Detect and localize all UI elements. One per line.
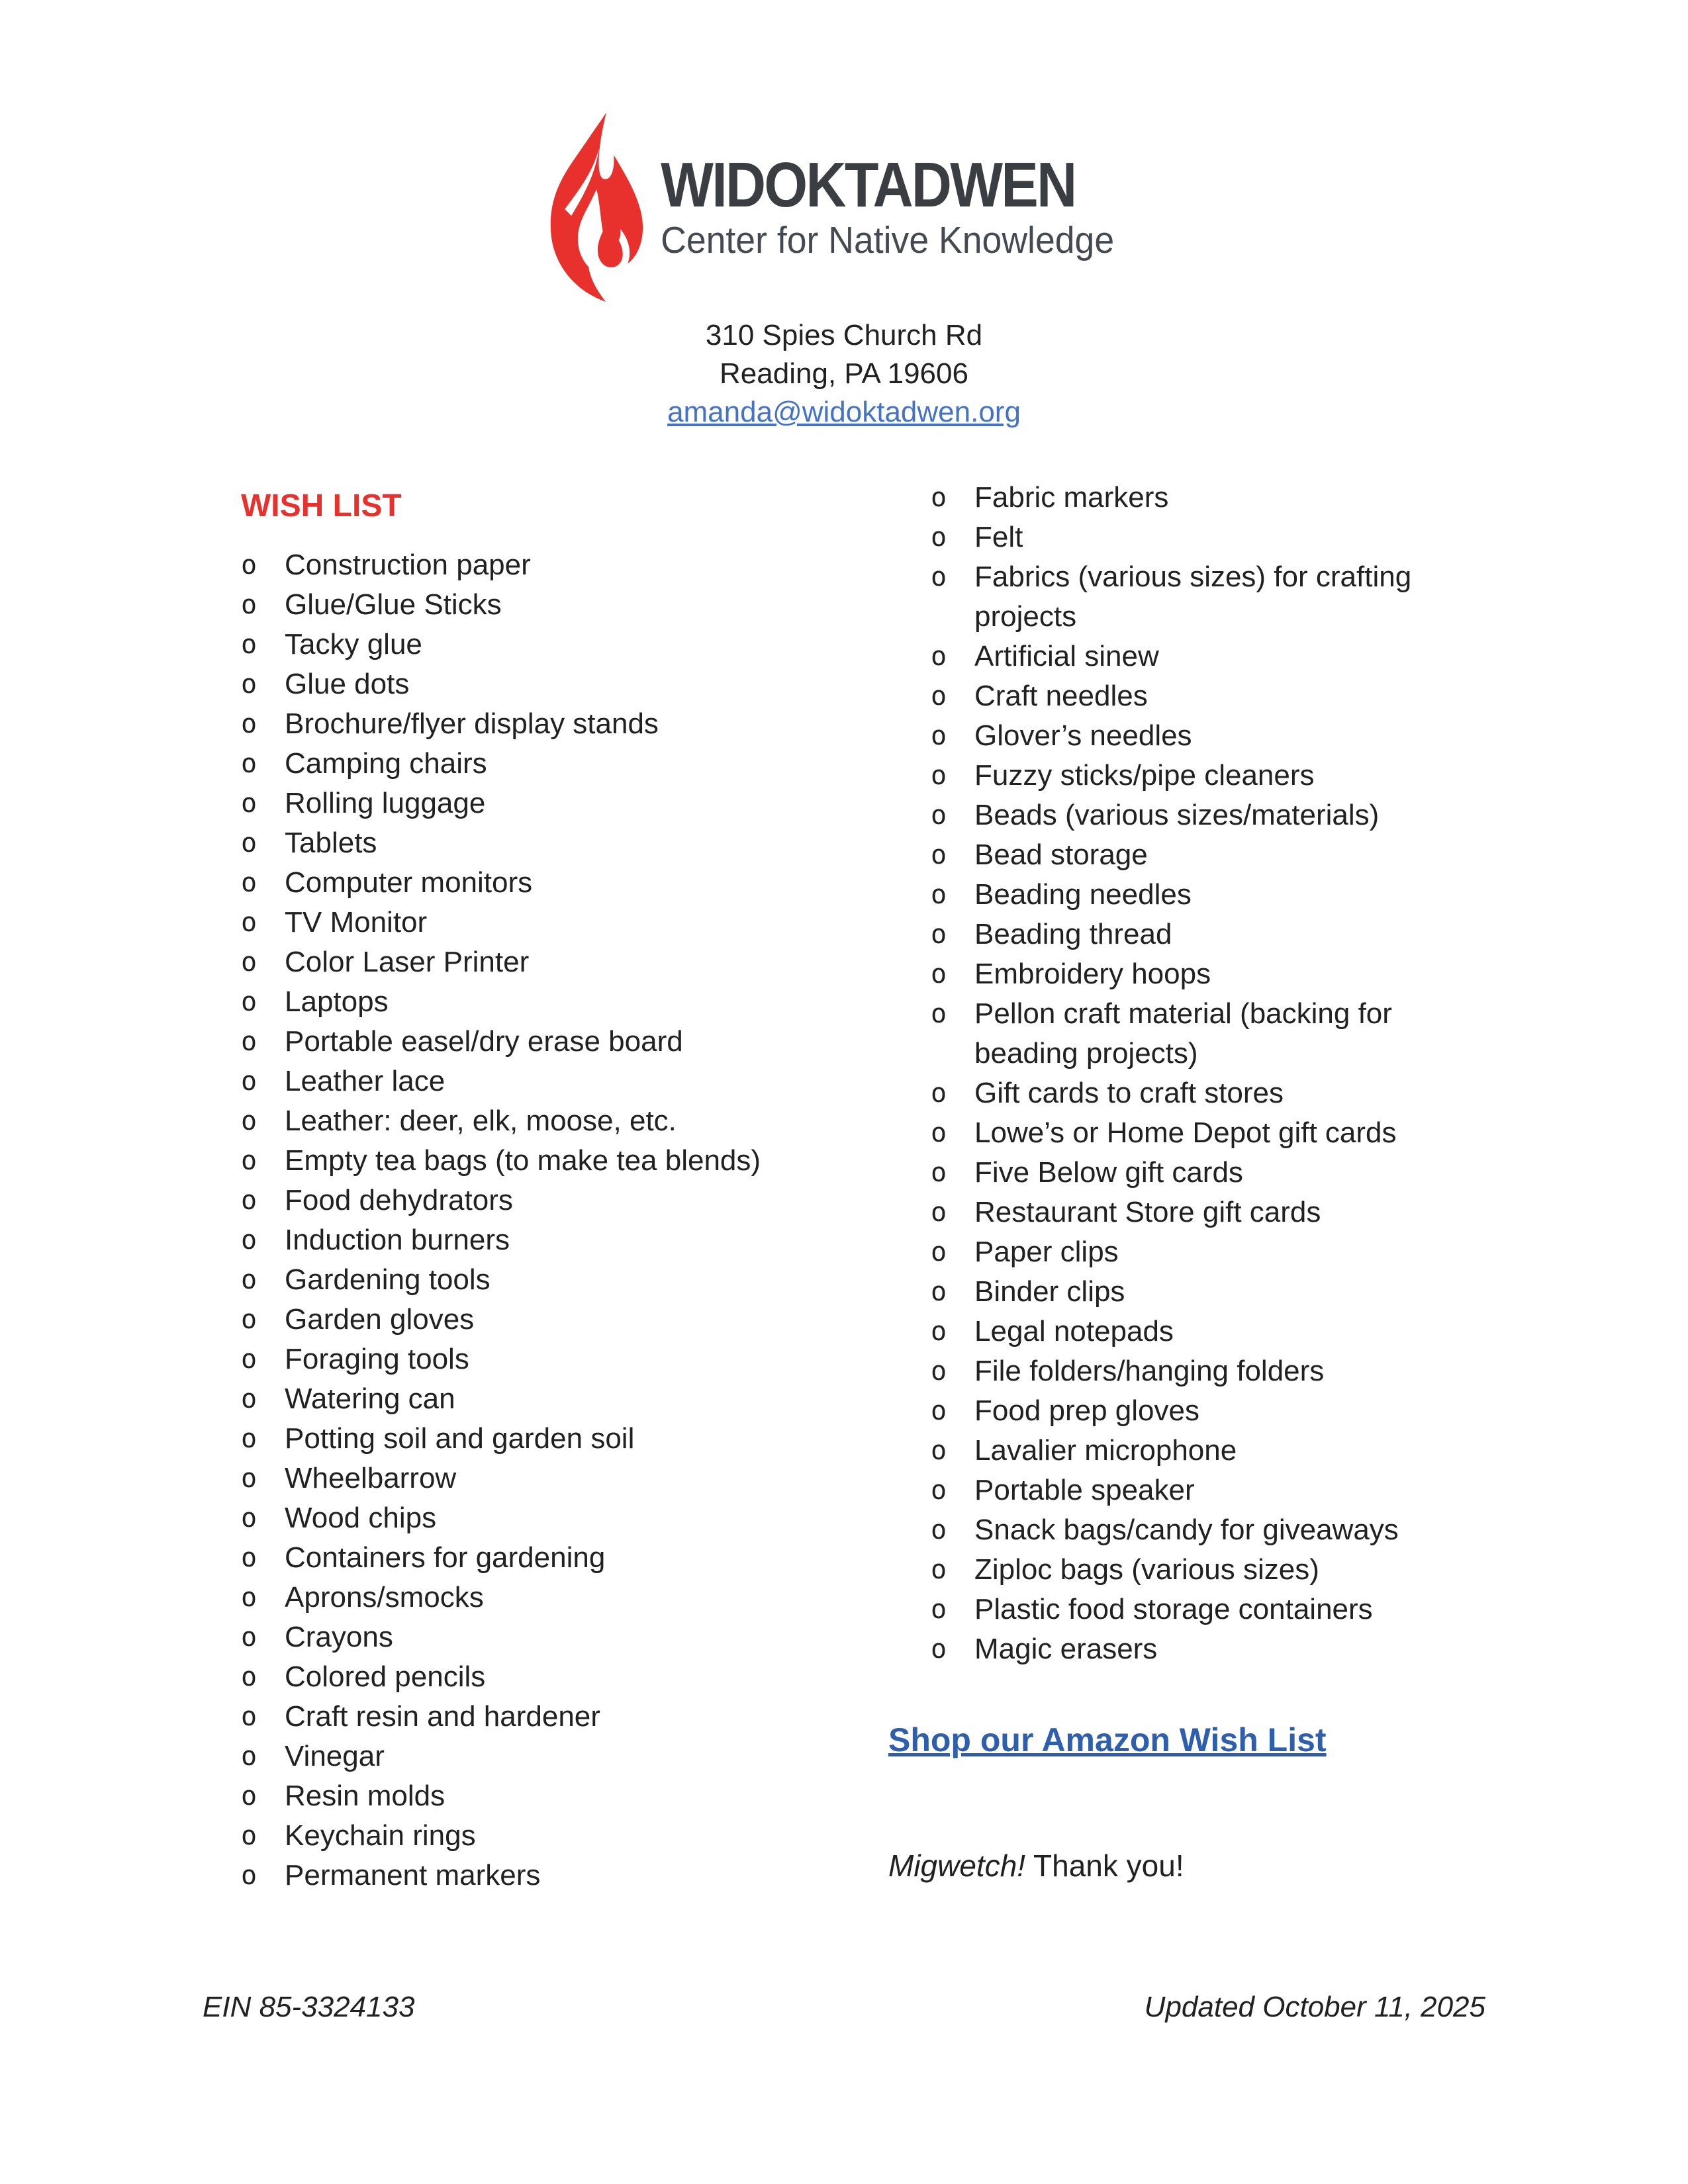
list-item xyxy=(931,875,1500,915)
wish-list-column-right xyxy=(931,478,1500,1669)
org-name: WIDOKTADWEN xyxy=(661,149,1076,220)
list-item-label: Leather: deer, elk, moose, etc. xyxy=(285,1105,677,1137)
bullet-marker: o xyxy=(241,1702,258,1732)
bullet-marker: o xyxy=(931,800,947,831)
list-item xyxy=(241,1101,771,1141)
list-item xyxy=(241,1340,771,1379)
list-item-label: Permanent markers xyxy=(285,1859,541,1891)
bullet-marker: o xyxy=(931,562,947,592)
bullet-marker: o xyxy=(241,1146,258,1176)
bullet-marker: o xyxy=(241,1225,258,1255)
bullet-marker: o xyxy=(931,1634,947,1664)
bullet-marker: o xyxy=(931,999,947,1029)
list-item xyxy=(931,1590,1500,1629)
list-item-label: File folders/hanging folders xyxy=(974,1355,1325,1387)
list-item-label: Paper clips xyxy=(974,1236,1119,1268)
list-item-label: Vinegar xyxy=(285,1740,385,1772)
closing-thanks: Thank you! xyxy=(1025,1848,1184,1883)
list-item xyxy=(241,1459,771,1498)
list-item xyxy=(241,1578,771,1617)
list-item xyxy=(241,823,771,863)
bullet-marker: o xyxy=(241,1066,258,1097)
list-item-label: Keychain rings xyxy=(285,1819,476,1852)
list-item xyxy=(241,704,771,744)
list-item xyxy=(931,1232,1500,1272)
bullet-marker: o xyxy=(241,1821,258,1851)
bullet-marker: o xyxy=(931,1435,947,1466)
list-item-label: Induction burners xyxy=(285,1224,510,1256)
list-item-label: Watering can xyxy=(285,1383,455,1415)
bullet-marker: o xyxy=(931,1277,947,1307)
bullet-marker: o xyxy=(241,749,258,779)
bullet-marker: o xyxy=(931,681,947,711)
logo-text xyxy=(661,149,1143,261)
list-item-label: Bead storage xyxy=(974,839,1148,871)
list-item-label: Portable speaker xyxy=(974,1474,1195,1506)
list-item-label: Binder clips xyxy=(974,1275,1125,1308)
list-item xyxy=(241,1062,771,1101)
list-item xyxy=(241,1419,771,1459)
bullet-marker: o xyxy=(241,1304,258,1335)
list-item-label: Food dehydrators xyxy=(285,1184,513,1216)
list-item xyxy=(241,1538,771,1578)
list-item xyxy=(931,915,1500,954)
list-item-label: Craft resin and hardener xyxy=(285,1700,600,1733)
list-item xyxy=(241,784,771,823)
list-item xyxy=(931,1471,1500,1510)
list-item xyxy=(241,744,771,784)
list-item xyxy=(241,1379,771,1419)
list-item-label: Magic erasers xyxy=(974,1633,1158,1665)
list-item-label: Fuzzy sticks/pipe cleaners xyxy=(974,759,1315,792)
list-item-label: Foraging tools xyxy=(285,1343,469,1375)
list-item-label: Construction paper xyxy=(285,549,531,581)
org-tagline: Center for Native Knowledge xyxy=(661,218,1115,261)
bullet-marker: o xyxy=(931,1078,947,1109)
list-item xyxy=(241,1816,771,1856)
list-item xyxy=(931,1272,1500,1312)
list-item-label: Camping chairs xyxy=(285,747,487,780)
list-item xyxy=(931,1073,1500,1113)
bullet-marker: o xyxy=(241,1265,258,1295)
list-item-label: Wood chips xyxy=(285,1502,437,1534)
bullet-marker: o xyxy=(241,550,258,580)
bullet-marker: o xyxy=(931,482,947,513)
bullet-marker: o xyxy=(931,1158,947,1188)
list-item xyxy=(241,863,771,903)
list-item-label: Lavalier microphone xyxy=(974,1434,1237,1467)
wish-list-heading: WISH LIST xyxy=(241,488,402,523)
list-item xyxy=(931,637,1500,676)
bullet-marker: o xyxy=(241,709,258,739)
bullet-marker: o xyxy=(241,1860,258,1891)
bullet-marker: o xyxy=(931,721,947,751)
list-item-label: Containers for gardening xyxy=(285,1541,606,1574)
bullet-marker: o xyxy=(241,828,258,858)
list-item-label: Wheelbarrow xyxy=(285,1462,457,1494)
bullet-marker: o xyxy=(931,919,947,950)
list-item xyxy=(931,1510,1500,1550)
closing-line xyxy=(888,1848,1184,1884)
list-item xyxy=(241,1181,771,1220)
list-item-label: Glover’s needles xyxy=(974,719,1192,752)
list-item xyxy=(931,1153,1500,1193)
wish-list-column-left xyxy=(241,488,771,1895)
bullet-marker: o xyxy=(241,987,258,1017)
list-item-label: TV Monitor xyxy=(285,906,428,938)
list-item xyxy=(241,1657,771,1697)
bullet-marker: o xyxy=(241,1026,258,1057)
bullet-marker: o xyxy=(931,522,947,553)
bullet-marker: o xyxy=(241,1185,258,1216)
list-item xyxy=(931,1193,1500,1232)
list-item xyxy=(931,518,1500,557)
bullet-marker: o xyxy=(931,880,947,910)
list-item-label: Felt xyxy=(974,521,1023,553)
address-block xyxy=(0,316,1688,432)
list-item xyxy=(241,545,771,585)
list-item xyxy=(241,982,771,1022)
list-item-label: Glue dots xyxy=(285,668,410,700)
list-item xyxy=(241,1300,771,1340)
list-item-label: Garden gloves xyxy=(285,1303,475,1336)
closing-migwetch: Migwetch! xyxy=(888,1848,1026,1883)
bullet-marker: o xyxy=(931,641,947,672)
list-item xyxy=(931,1113,1500,1153)
list-item-label: Tacky glue xyxy=(285,628,422,660)
list-item xyxy=(931,1550,1500,1590)
list-item xyxy=(931,557,1500,637)
bullet-marker: o xyxy=(241,669,258,700)
flame-icon xyxy=(545,111,654,303)
wish-list-right xyxy=(931,478,1500,1669)
bullet-marker: o xyxy=(241,907,258,938)
address-line-1: 310 Spies Church Rd xyxy=(705,319,983,351)
bullet-marker: o xyxy=(241,1424,258,1454)
list-item xyxy=(241,942,771,982)
list-item-label: Beads (various sizes/materials) xyxy=(974,799,1380,831)
list-item-label: Tablets xyxy=(285,827,377,859)
bullet-marker: o xyxy=(931,1594,947,1625)
footer-ein: EIN 85-3324133 xyxy=(203,1991,415,2023)
list-item-label: Crayons xyxy=(285,1621,393,1653)
list-item xyxy=(931,954,1500,994)
list-item xyxy=(241,1856,771,1895)
list-item xyxy=(931,994,1500,1073)
list-item-label: Leather lace xyxy=(285,1065,445,1097)
list-item-label: Rolling luggage xyxy=(285,787,486,819)
bullet-marker: o xyxy=(241,1741,258,1772)
list-item-label: Potting soil and garden soil xyxy=(285,1422,635,1455)
list-item-label: Craft needles xyxy=(974,680,1148,712)
list-item-label: Lowe’s or Home Depot gift cards xyxy=(974,1116,1397,1149)
bullet-marker: o xyxy=(241,788,258,819)
list-item xyxy=(241,1022,771,1062)
bullet-marker: o xyxy=(931,760,947,791)
list-item xyxy=(241,1141,771,1181)
bullet-marker: o xyxy=(931,1555,947,1585)
bullet-marker: o xyxy=(241,868,258,898)
list-item xyxy=(241,664,771,704)
list-item-label: Food prep gloves xyxy=(974,1394,1199,1427)
list-item-label: Artificial sinew xyxy=(974,640,1159,672)
bullet-marker: o xyxy=(241,590,258,620)
bullet-marker: o xyxy=(931,840,947,870)
list-item xyxy=(241,585,771,625)
list-item-label: Beading thread xyxy=(974,918,1172,950)
list-item-label: Gardening tools xyxy=(285,1263,491,1296)
list-item-label: Restaurant Store gift cards xyxy=(974,1196,1321,1228)
footer-updated: Updated October 11, 2025 xyxy=(1144,1991,1485,2023)
list-item-label: Snack bags/candy for giveaways xyxy=(974,1514,1399,1546)
list-item-label: Brochure/flyer display stands xyxy=(285,707,659,740)
list-item-label: Portable easel/dry erase board xyxy=(285,1025,683,1058)
list-item-label: Pellon craft material (backing for beading projects) xyxy=(974,997,1392,1069)
bullet-marker: o xyxy=(931,1197,947,1228)
list-item xyxy=(931,756,1500,796)
bullet-marker: o xyxy=(241,1543,258,1573)
list-item xyxy=(931,1629,1500,1669)
bullet-marker: o xyxy=(241,1384,258,1414)
list-item xyxy=(241,1776,771,1816)
list-item-label: Empty tea bags (to make tea blends) xyxy=(285,1144,761,1177)
list-item xyxy=(241,1220,771,1260)
bullet-marker: o xyxy=(241,1622,258,1653)
bullet-marker: o xyxy=(241,1463,258,1494)
list-item-label: Fabrics (various sizes) for crafting projects xyxy=(974,561,1412,633)
list-item xyxy=(931,1391,1500,1431)
list-item xyxy=(241,625,771,664)
bullet-marker: o xyxy=(241,1582,258,1613)
list-item-label: Beading needles xyxy=(974,878,1192,911)
list-item xyxy=(931,835,1500,875)
bullet-marker: o xyxy=(241,947,258,978)
bullet-marker: o xyxy=(931,1396,947,1426)
bullet-marker: o xyxy=(931,1118,947,1148)
list-item xyxy=(931,676,1500,716)
bullet-marker: o xyxy=(241,1503,258,1533)
list-item-label: Laptops xyxy=(285,985,389,1018)
list-item xyxy=(931,1431,1500,1471)
email-link[interactable]: amanda@widoktadwen.org xyxy=(667,396,1021,428)
bullet-marker: o xyxy=(931,1356,947,1387)
list-item xyxy=(241,1260,771,1300)
bullet-marker: o xyxy=(241,1781,258,1811)
bullet-marker: o xyxy=(931,959,947,989)
list-item xyxy=(241,1617,771,1657)
list-item xyxy=(931,796,1500,835)
list-item xyxy=(241,1737,771,1776)
bullet-marker: o xyxy=(241,1106,258,1136)
list-item-label: Color Laser Printer xyxy=(285,946,530,978)
list-item-label: Fabric markers xyxy=(974,481,1169,514)
list-item xyxy=(931,1312,1500,1351)
list-item xyxy=(241,1498,771,1538)
list-item xyxy=(241,903,771,942)
list-item-label: Legal notepads xyxy=(974,1315,1174,1347)
list-item-label: Embroidery hoops xyxy=(974,958,1211,990)
bullet-marker: o xyxy=(931,1475,947,1506)
list-item-label: Colored pencils xyxy=(285,1661,486,1693)
list-item-label: Ziploc bags (various sizes) xyxy=(974,1553,1319,1586)
bullet-marker: o xyxy=(931,1515,947,1545)
list-item xyxy=(241,1697,771,1737)
wish-list-left xyxy=(241,545,771,1895)
list-item xyxy=(931,478,1500,518)
list-item-label: Aprons/smocks xyxy=(285,1581,484,1614)
bullet-marker: o xyxy=(241,629,258,660)
list-item xyxy=(931,716,1500,756)
amazon-wishlist-link[interactable]: Shop our Amazon Wish List xyxy=(888,1721,1327,1758)
list-item xyxy=(931,1351,1500,1391)
org-logo xyxy=(545,111,1143,303)
list-item-label: Computer monitors xyxy=(285,866,533,899)
address-line-2: Reading, PA 19606 xyxy=(720,357,968,390)
bullet-marker: o xyxy=(241,1662,258,1692)
bullet-marker: o xyxy=(931,1237,947,1267)
list-item-label: Plastic food storage containers xyxy=(974,1593,1373,1625)
list-item-label: Resin molds xyxy=(285,1780,445,1812)
list-item-label: Gift cards to craft stores xyxy=(974,1077,1284,1109)
list-item-label: Five Below gift cards xyxy=(974,1156,1243,1189)
bullet-marker: o xyxy=(931,1316,947,1347)
bullet-marker: o xyxy=(241,1344,258,1375)
list-item-label: Glue/Glue Sticks xyxy=(285,588,502,621)
